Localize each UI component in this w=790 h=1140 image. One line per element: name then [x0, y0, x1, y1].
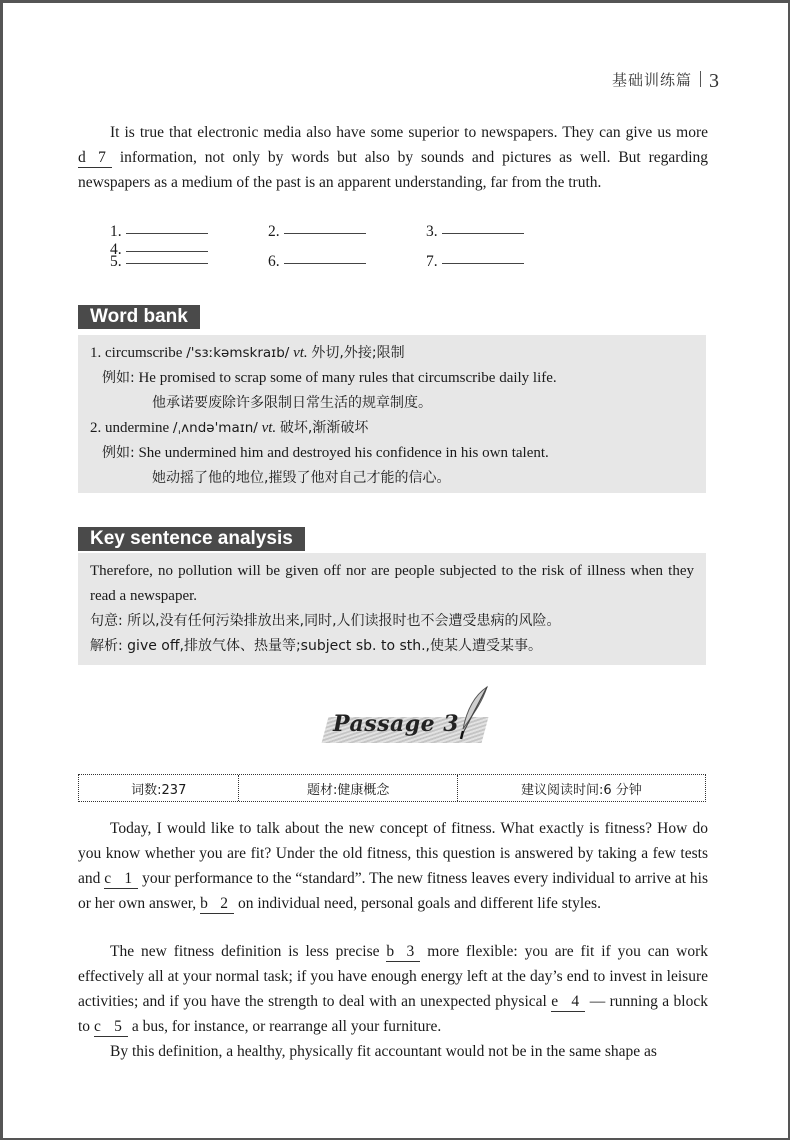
key-sentence-heading: Key sentence analysis — [78, 527, 305, 551]
page-number: 3 — [709, 70, 720, 92]
part-of-speech: vt. — [293, 345, 308, 361]
blank-number: 1 — [124, 870, 133, 887]
example-cn: 他承诺要废除许多限制日常生活的规章制度。 — [152, 395, 432, 411]
blank-3[interactable] — [386, 943, 420, 962]
slot-label: 7. — [426, 253, 438, 270]
passage-paragraph-3: By this definition, a healthy, physically fit accountant would not be in the same shape as — [110, 1043, 657, 1060]
word-entry — [90, 416, 694, 441]
answer-line[interactable] — [126, 250, 208, 252]
analysis-label: 解析: — [90, 638, 123, 654]
slot-label: 1. — [110, 223, 122, 240]
answer-line[interactable] — [442, 232, 524, 234]
topic: 题材:健康概念 — [239, 775, 457, 801]
blank-4[interactable] — [551, 993, 585, 1012]
answer-slot[interactable] — [110, 223, 268, 241]
blank-letter: c — [104, 870, 112, 887]
passage-paragraph-2 — [78, 939, 708, 1039]
text: Today, I would like to talk about the new concept of fitness. What exactly is fitness? How do you know whether you are fit? Under the old fitness, this question is answered by taking a few tests and — [78, 820, 708, 887]
slot-label: 6. — [268, 253, 280, 270]
key-sentence: Therefore, no pollution will be given off nor are people subjected to the risk of illness when they read a newspaper. — [90, 563, 694, 604]
answer-line[interactable] — [126, 232, 208, 234]
text: more flexible: you are fit if you can work effectively all at your normal task; if you have enough energy left at the day’s end to invest in leisure activities; and if you have the strength to deal with an unexpected physical — [78, 943, 708, 1010]
example — [90, 366, 694, 391]
text: on individual need, personal goals and different life styles. — [234, 895, 601, 912]
blank-2[interactable] — [200, 895, 234, 914]
blank-number: 4 — [571, 993, 580, 1010]
meaning: 破坏,渐渐破坏 — [279, 420, 369, 436]
meaning-text: 所以,没有任何污染排放出来,同时,人们读报时也不会遭受患病的风险。 — [127, 613, 561, 629]
text: — running a block to — [78, 993, 708, 1035]
blank-letter: b — [200, 895, 208, 912]
word-count: 词数:237 — [79, 775, 239, 801]
quill-feather-icon — [453, 685, 493, 745]
blank-letter: c — [93, 1018, 101, 1035]
intro-paragraph — [78, 120, 708, 195]
answer-line[interactable] — [284, 232, 366, 234]
example-label: 例如: — [102, 445, 135, 461]
text: a bus, for instance, or rearrange all your furniture. — [127, 1018, 442, 1035]
divider — [700, 71, 701, 87]
blank-number: 3 — [406, 943, 415, 960]
answer-slot[interactable] — [268, 253, 426, 271]
text: It is true that electronic media also have some superior to newspapers. They can give us more — [110, 124, 708, 141]
section-title: 基础训练篇 — [611, 71, 692, 89]
running-head — [612, 69, 720, 93]
example-label: 例如: — [102, 370, 135, 386]
example-en: He promised to scrap some of many rules that circumscribe daily life. — [138, 370, 557, 386]
word: 1. circumscribe — [90, 345, 183, 361]
passage-paragraph-1 — [78, 816, 708, 916]
answer-slot[interactable] — [426, 223, 584, 241]
word-bank-heading: Word bank — [78, 305, 200, 329]
answer-slot[interactable] — [268, 223, 426, 241]
blank-letter: e — [551, 993, 559, 1010]
key-sentence-box — [78, 553, 706, 665]
answer-line[interactable] — [284, 262, 366, 264]
passage-title: Passage 3 — [333, 711, 460, 737]
slot-label: 2. — [268, 223, 280, 240]
passage-title-banner — [303, 693, 513, 753]
word-bank-box — [78, 335, 706, 493]
blank-number: 5 — [114, 1018, 122, 1035]
slot-label: 5. — [110, 253, 122, 270]
example — [90, 441, 694, 466]
meaning: 外切,外接;限制 — [311, 345, 405, 361]
blank-letter: b — [386, 943, 395, 960]
passage-info-table — [78, 774, 706, 802]
part-of-speech: vt. — [261, 420, 277, 436]
answer-slot[interactable] — [110, 253, 268, 271]
text: your performance to the “standard”. The new fitness leaves every individual to arrive at his or her own answer, — [78, 870, 708, 912]
blank-1[interactable] — [104, 870, 138, 889]
blank-7[interactable] — [78, 149, 112, 168]
reading-time: 建议阅读时间:6 分钟 — [520, 782, 642, 798]
slot-label: 3. — [426, 223, 438, 240]
example-en: She undermined him and destroyed his confidence in his own talent. — [138, 445, 549, 461]
answer-line[interactable] — [126, 262, 208, 264]
word: 2. undermine — [90, 420, 170, 436]
answer-line[interactable] — [442, 262, 524, 264]
text: information, not only by words but also by sounds and pictures as well. But regarding newspapers as a medium of the past is an apparent understanding, far from the truth. — [78, 149, 708, 191]
sentence-meaning — [90, 609, 694, 634]
meaning-label: 句意: — [90, 613, 123, 629]
blank-number: 7 — [98, 149, 106, 166]
analysis-text: give off,排放气体、热量等;subject sb. to sth.,使某人遭受某事。 — [127, 638, 543, 654]
sentence-analysis — [90, 634, 694, 659]
answer-slot[interactable] — [426, 253, 584, 271]
blank-5[interactable] — [94, 1018, 128, 1037]
example-cn: 她动摇了他的地位,摧毁了他对自己才能的信心。 — [152, 470, 451, 486]
slot-label: 4. — [110, 241, 122, 258]
phonetic: /'sɜːkəmskraɪb/ — [186, 345, 290, 361]
phonetic: /ˌʌndə'maɪn/ — [172, 420, 258, 436]
blank-number: 2 — [220, 895, 228, 912]
answer-slots — [110, 223, 730, 283]
text: The new fitness definition is less precise — [110, 943, 387, 960]
word-entry — [90, 341, 694, 366]
blank-letter: d — [78, 149, 86, 166]
